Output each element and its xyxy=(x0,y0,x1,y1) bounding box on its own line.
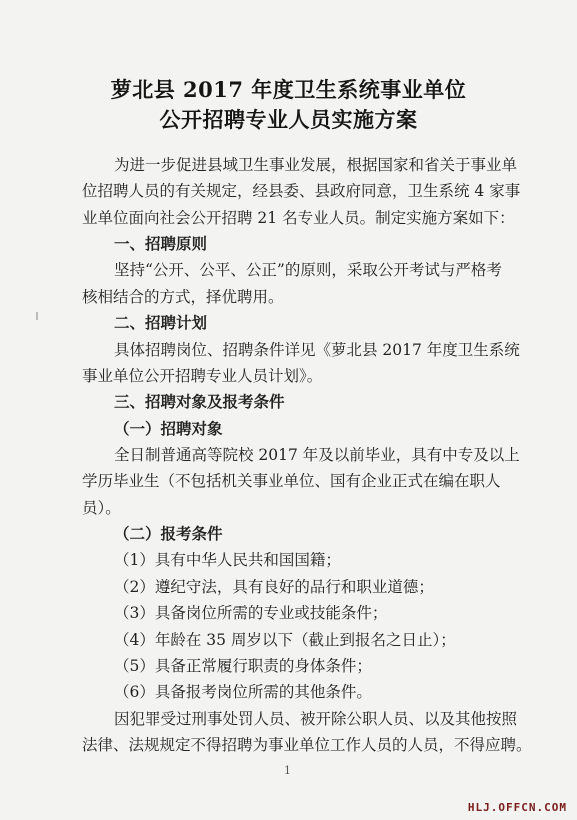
condition-item-4: （4）年龄在 35 周岁以下（截止到报名之日止）； xyxy=(114,631,456,649)
condition-item-5: （5）具备正常履行职责的身体条件； xyxy=(114,657,372,675)
intro-line-2: 位招聘人员的有关规定，经县委、县政府同意，卫生系统 4 家事 xyxy=(82,182,521,200)
principles-line-1: 坚持“公开、公平、公正”的原则，采取公开考试与严格考 xyxy=(114,261,502,279)
condition-item-2: （2）遵纪守法，具有良好的品行和职业道德； xyxy=(114,578,434,596)
subsection-heading-conditions: （二）报考条件 xyxy=(114,524,223,543)
intro-line-3: 业单位面向社会公开招聘 21 名专业人员。制定实施方案如下： xyxy=(82,209,515,227)
subsection-heading-targets: （一）招聘对象 xyxy=(114,419,223,438)
document-title-line-1: 萝北县 2017 年度卫生系统事业单位 xyxy=(110,77,467,102)
targets-line-1: 全日制普通高等院校 2017 年及以前毕业，具有中专及以上 xyxy=(114,446,520,464)
plan-line-2: 事业单位公开招聘专业人员计划》。 xyxy=(82,367,323,385)
targets-line-2: 学历毕业生（不包括机关事业单位、国有企业正式在编在职人 xyxy=(82,472,501,490)
document-title-line-2: 公开招聘专业人员实施方案 xyxy=(159,107,418,132)
section-heading-principles: 一、招聘原则 xyxy=(114,234,208,253)
section-heading-eligibility: 三、招聘对象及报考条件 xyxy=(114,392,285,411)
closing-line-1: 因犯罪受过刑事处罚人员、被开除公职人员、以及其他按照 xyxy=(114,710,518,728)
section-heading-plan: 二、招聘计划 xyxy=(114,313,208,332)
page-number: 1 xyxy=(284,764,291,777)
targets-line-3: 员）。 xyxy=(82,499,121,517)
intro-line-1: 为进一步促进县域卫生事业发展，根据国家和省关于事业单 xyxy=(114,156,518,174)
condition-item-6: （6）具备报考岗位所需的其他条件。 xyxy=(114,683,372,701)
scan-artifact xyxy=(36,312,38,320)
plan-line-1: 具体招聘岗位、招聘条件详见《萝北县 2017 年度卫生系统 xyxy=(114,341,520,359)
condition-item-3: （3）具备岗位所需的专业或技能条件； xyxy=(114,604,388,622)
closing-line-2: 法律、法规规定不得招聘为事业单位工作人员的人员，不得应聘。 xyxy=(82,736,532,754)
principles-line-2: 核相结合的方式，择优聘用。 xyxy=(82,288,284,306)
watermark-text: HLJ.OFFCN.COM xyxy=(467,801,567,814)
condition-item-1: （1）具有中华人民共和国国籍； xyxy=(114,551,341,569)
